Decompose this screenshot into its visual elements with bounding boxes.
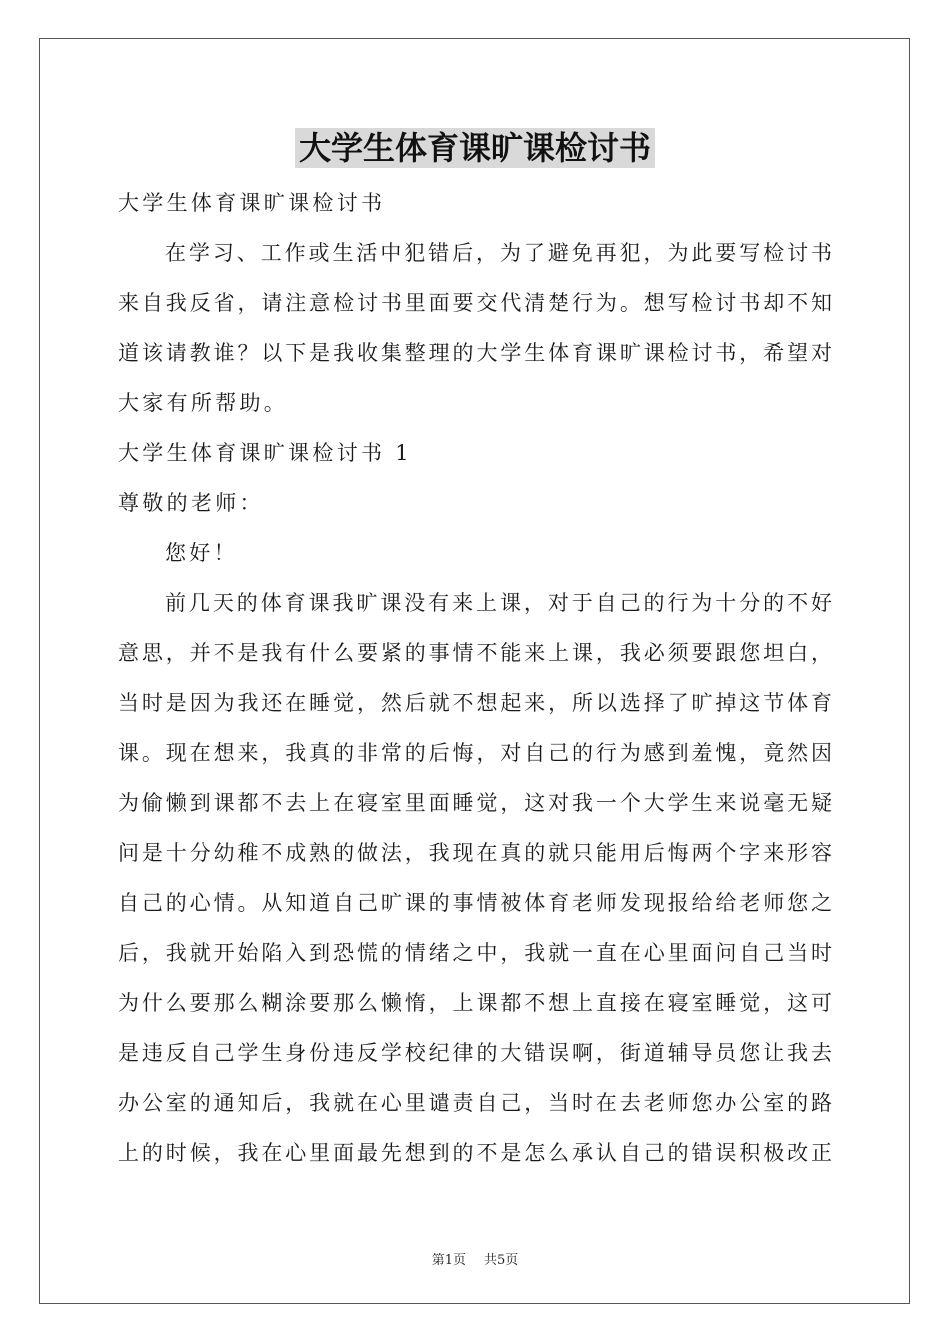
- salutation: 尊敬的老师：: [118, 491, 264, 515]
- paragraph-line: 前几天的体育课我旷课没有来上课，对于自己的行为十分的不好: [165, 591, 834, 615]
- paragraph-line: 在学习、工作或生活中犯错后，为了避免再犯，为此要写检讨书: [165, 241, 834, 265]
- title-container: [0, 128, 950, 168]
- paragraph-line: 后，我就开始陷入到恐慌的情绪之中，我就一直在心里面问自己当时: [118, 941, 834, 965]
- page-footer: [0, 1249, 950, 1268]
- paragraph-line: 问是十分幼稚不成熟的做法，我现在真的就只能用后悔两个字来形容: [118, 841, 834, 865]
- paragraph-line: 是违反自己学生身份违反学校纪律的大错误啊，街道辅导员您让我去: [118, 1041, 834, 1065]
- intro-paragraph: [118, 228, 834, 428]
- document-subtitle: 大学生体育课旷课检讨书: [118, 191, 386, 215]
- paragraph-line: 为偷懒到课都不去上在寝室里面睡觉，这对我一个大学生来说毫无疑: [118, 791, 834, 815]
- paragraph-line: 道该请教谁？以下是我收集整理的大学生体育课旷课检讨书，希望对: [118, 341, 834, 365]
- paragraph-line: 为什么要那么糊涂要那么懒惰，上课都不想上直接在寝室睡觉，这可: [118, 991, 834, 1015]
- document-body: [118, 178, 834, 1178]
- paragraph-line: 意思，并不是我有什么要紧的事情不能来上课，我必须要跟您坦白，: [118, 641, 834, 665]
- body-paragraph: [118, 578, 834, 1178]
- paragraph-line: 自己的心情。从知道自己旷课的事情被体育老师发现报给给老师您之: [118, 891, 834, 915]
- paragraph-line: 课。现在想来，我真的非常的后悔，对自己的行为感到羞愧，竟然因: [118, 741, 834, 765]
- greeting: 您好！: [165, 541, 238, 565]
- paragraph-line: 来自我反省，请注意检讨书里面要交代清楚行为。想写检讨书却不知: [118, 291, 834, 315]
- paragraph-line: 当时是因为我还在睡觉，然后就不想起来，所以选择了旷掉这节体育: [118, 691, 834, 715]
- paragraph-line: 上的时候，我在心里面最先想到的不是怎么承认自己的错误积极改正: [118, 1141, 834, 1165]
- paragraph-line: 办公室的通知后，我就在心里谴责自己，当时在去老师您办公室的路: [118, 1091, 834, 1115]
- page-total: 共5页: [484, 1253, 519, 1268]
- document-title: 大学生体育课旷课检讨书: [295, 128, 655, 168]
- section-heading: 大学生体育课旷课检讨书 1: [118, 441, 412, 465]
- page-number: 第1页: [431, 1253, 466, 1268]
- paragraph-line: 大家有所帮助。: [118, 391, 289, 415]
